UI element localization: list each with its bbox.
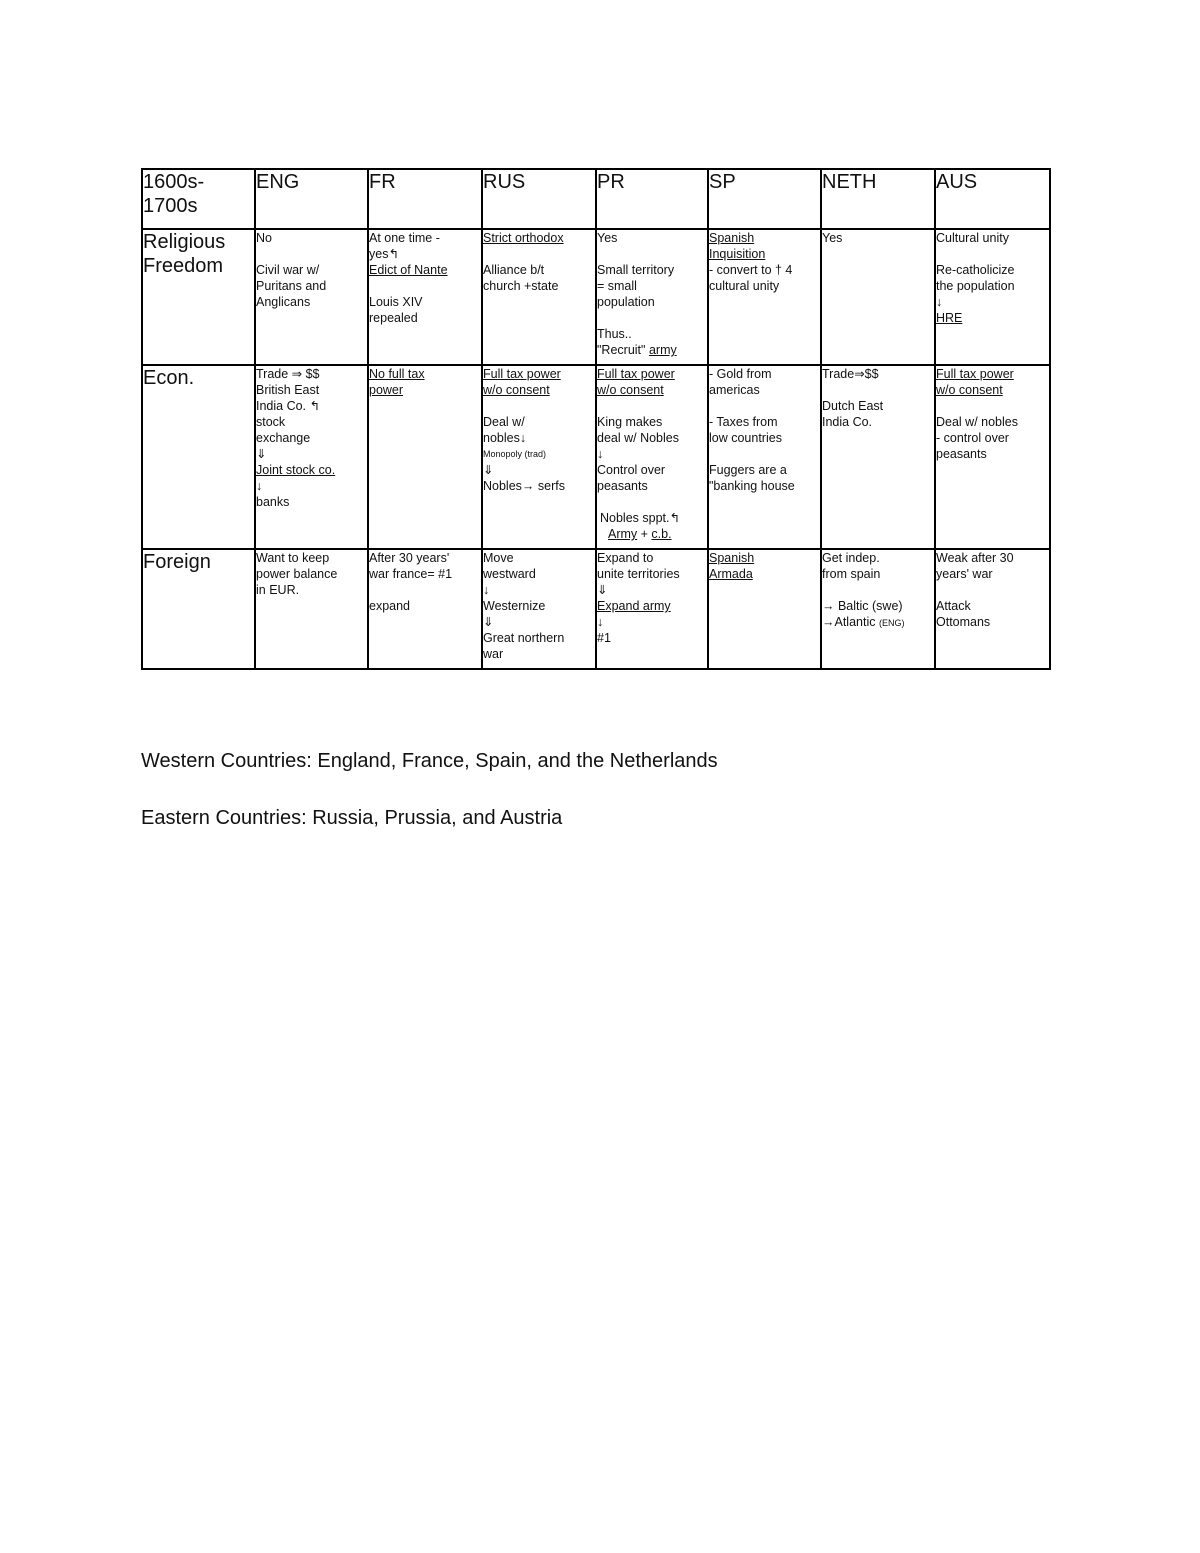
- line-gap: [936, 398, 1049, 414]
- cell-text-line: Trade ⇒ $$: [256, 367, 320, 381]
- corner-line: 1600s-: [143, 171, 205, 193]
- cell-text-line: from spain: [822, 567, 881, 581]
- column-header-fr: FR: [368, 169, 482, 229]
- line-gap: [822, 582, 934, 598]
- cell-text-line: ⇓: [483, 463, 494, 477]
- cell-sp: [708, 365, 821, 549]
- line-gap: [483, 398, 595, 414]
- cell-text-line: Expand to: [597, 551, 654, 565]
- row-header-line: Econ.: [143, 367, 195, 389]
- cell-text-line: Get indep.: [822, 551, 880, 565]
- corner-cell: [142, 169, 255, 229]
- line-gap: [369, 582, 481, 598]
- cell-text-line: Spanish: [709, 551, 755, 565]
- row-header-line: Freedom: [143, 255, 224, 277]
- cell-text-line: ↓: [483, 583, 490, 597]
- line-gap: [822, 382, 934, 398]
- cell-text-line: Yes: [822, 231, 843, 245]
- cell-text-line: w/o consent: [483, 383, 550, 397]
- cell-eng: [255, 365, 368, 549]
- cell-text-line: - Taxes from: [709, 415, 778, 429]
- cell-text-line: At one time -: [369, 231, 440, 245]
- cell-text-line: Deal w/: [483, 415, 525, 429]
- cell-aus: [935, 229, 1050, 365]
- cell-text-line: Ottomans: [936, 615, 991, 629]
- cell-text-line: Cultural unity: [936, 231, 1009, 245]
- cell-text-line: Thus..: [597, 327, 632, 341]
- cell-text-line: w/o consent: [597, 383, 664, 397]
- corner-line: 1700s: [143, 195, 198, 217]
- cell-text-fragment: "Recruit": [597, 343, 649, 357]
- line-gap: [256, 246, 367, 262]
- cell-eng: [255, 549, 368, 669]
- row-header: [142, 549, 255, 669]
- cell-fr: [368, 365, 482, 549]
- cell-text-line: Civil war w/: [256, 263, 320, 277]
- cell-neth: [821, 229, 935, 365]
- cell-text-line: power: [369, 383, 404, 397]
- line-gap: [597, 494, 707, 510]
- cell-text-line: deal w/ Nobles: [597, 431, 679, 445]
- header-row: [142, 169, 1050, 229]
- line-gap: [709, 446, 820, 462]
- cell-text-line: yes↰: [369, 247, 399, 261]
- cell-text-line: - control over: [936, 431, 1009, 445]
- cell-text-line: Trade⇒$$: [822, 367, 879, 381]
- cell-text-line: the population: [936, 279, 1015, 293]
- cell-fr: [368, 549, 482, 669]
- cell-text-fragment: army: [648, 343, 677, 357]
- column-header-eng: ENG: [255, 169, 368, 229]
- eastern-countries-note: Eastern Countries: Russia, Prussia, and Austria: [141, 807, 563, 829]
- line-gap: [597, 246, 707, 262]
- cell-text-line: cultural unity: [709, 279, 780, 293]
- cell-text-line: ↓: [597, 615, 604, 629]
- cell-text-line: peasants: [597, 479, 648, 493]
- cell-text-line: Great northern: [483, 631, 565, 645]
- cell-text-line: Want to keep: [256, 551, 330, 565]
- line-gap: [936, 582, 1049, 598]
- cell-text-line: No: [256, 231, 272, 245]
- cell-text-line: [597, 526, 707, 542]
- cell-text-line: Strict orthodox: [483, 231, 564, 245]
- cell-eng: [255, 229, 368, 365]
- cell-text-line: Attack: [936, 599, 971, 613]
- western-countries-note: Western Countries: England, France, Spain, and the Netherlands: [141, 750, 718, 772]
- cell-text-line: ↓: [256, 479, 263, 493]
- cell-text-line: King makes: [597, 415, 663, 429]
- cell-text-fragment: Army: [608, 527, 638, 541]
- cell-text-line: peasants: [936, 447, 987, 461]
- column-header-rus: RUS: [482, 169, 596, 229]
- line-gap: [597, 398, 707, 414]
- comparison-table: [141, 168, 1051, 670]
- cell-text-line: #1: [597, 631, 611, 645]
- column-header-pr: PR: [596, 169, 708, 229]
- cell-neth: [821, 365, 935, 549]
- column-header-aus: AUS: [935, 169, 1050, 229]
- cell-text-line: Monopoly (trad): [483, 449, 547, 459]
- cell-aus: [935, 365, 1050, 549]
- cell-text-line: Weak after 30: [936, 551, 1014, 565]
- cell-text-line: Westernize: [483, 599, 546, 613]
- cell-text-line: Move: [483, 551, 514, 565]
- cell-text-line: India Co. ↰: [256, 399, 320, 413]
- cell-text-line: power balance: [256, 567, 338, 581]
- cell-text-line: Yes: [597, 231, 618, 245]
- cell-text-line: No full tax: [369, 367, 425, 381]
- cell-text-line: Re-catholicize: [936, 263, 1015, 277]
- row-header: [142, 365, 255, 549]
- cell-text-line: After 30 years': [369, 551, 450, 565]
- column-header-neth: NETH: [821, 169, 935, 229]
- cell-text-line: - Gold from: [709, 367, 772, 381]
- cell-text-line: [822, 614, 934, 631]
- cell-text-line: Small territory: [597, 263, 675, 277]
- cell-pr: [596, 365, 708, 549]
- row-header-line: Foreign: [143, 551, 211, 573]
- line-gap: [369, 278, 481, 294]
- cell-text-line: banks: [256, 495, 290, 509]
- cell-text-line: Fuggers are a: [709, 463, 787, 477]
- cell-text-line: ↓: [936, 295, 943, 309]
- cell-rus: [482, 229, 596, 365]
- row-header-line: Religious: [143, 231, 226, 253]
- cell-text-line: ⇓: [483, 615, 494, 629]
- cell-text-line: westward: [483, 567, 536, 581]
- cell-pr: [596, 229, 708, 365]
- cell-text-line: unite territories: [597, 567, 680, 581]
- cell-text-line: low countries: [709, 431, 782, 445]
- column-header-sp: SP: [708, 169, 821, 229]
- row-header: [142, 229, 255, 365]
- cell-text-line: - convert to † 4: [709, 263, 793, 277]
- line-gap: [483, 246, 595, 262]
- cell-text-line: exchange: [256, 431, 311, 445]
- cell-pr: [596, 549, 708, 669]
- cell-text-line: stock: [256, 415, 286, 429]
- cell-text-line: Nobles→ serfs: [483, 479, 565, 493]
- cell-text-line: ↓: [597, 447, 604, 461]
- line-gap: [709, 398, 820, 414]
- cell-text-line: population: [597, 295, 655, 309]
- cell-text-line: americas: [709, 383, 760, 397]
- cell-text-line: [597, 342, 707, 358]
- cell-text-line: in EUR.: [256, 583, 300, 597]
- cell-text-line: church +state: [483, 279, 559, 293]
- cell-text-line: Dutch East: [822, 399, 884, 413]
- cell-text-line: Expand army: [597, 599, 671, 613]
- cell-text-fragment: +: [637, 527, 652, 541]
- cell-text-line: ⇓: [256, 447, 267, 461]
- cell-text-line: Puritans and: [256, 279, 327, 293]
- cell-text-line: war: [483, 647, 504, 661]
- row-foreign: [142, 549, 1050, 669]
- cell-text-line: HRE: [936, 311, 963, 325]
- cell-text-line: w/o consent: [936, 383, 1003, 397]
- cell-text-line: Deal w/ nobles: [936, 415, 1018, 429]
- cell-text-line: = small: [597, 279, 637, 293]
- cell-text-line: British East: [256, 383, 320, 397]
- cell-text-line: Spanish: [709, 231, 755, 245]
- cell-neth: [821, 549, 935, 669]
- cell-text-line: war france= #1: [369, 567, 453, 581]
- cell-text-line: Full tax power: [597, 367, 675, 381]
- cell-text-line: Louis XIV: [369, 295, 423, 309]
- cell-text-line: Anglicans: [256, 295, 311, 309]
- cell-text-line: Inquisition: [709, 247, 766, 261]
- line-gap: [936, 246, 1049, 262]
- cell-text-line: Full tax power: [483, 367, 561, 381]
- cell-rus: [482, 365, 596, 549]
- cell-text-line: nobles↓: [483, 431, 527, 445]
- row-religious-freedom: [142, 229, 1050, 365]
- cell-text-line: repealed: [369, 311, 418, 325]
- cell-text-line: Edict of Nante: [369, 263, 448, 277]
- cell-sp: [708, 229, 821, 365]
- cell-text-line: Armada: [709, 567, 753, 581]
- cell-text-line: expand: [369, 599, 411, 613]
- cell-text-line: "banking house: [709, 479, 795, 493]
- cell-text-line: ⇓: [597, 583, 608, 597]
- cell-text-fragment: c.b.: [651, 527, 672, 541]
- cell-sp: [708, 549, 821, 669]
- cell-fr: [368, 229, 482, 365]
- cell-text-line: → Baltic (swe): [822, 599, 903, 613]
- cell-text-line: India Co.: [822, 415, 873, 429]
- cell-text-line: years' war: [936, 567, 993, 581]
- cell-rus: [482, 549, 596, 669]
- cell-text-line: Nobles sppt.↰: [600, 511, 680, 525]
- row-econ: [142, 365, 1050, 549]
- line-gap: [597, 310, 707, 326]
- cell-text-fragment: →Atlantic: [822, 615, 879, 629]
- cell-text-line: Full tax power: [936, 367, 1014, 381]
- cell-text-line: Alliance b/t: [483, 263, 545, 277]
- cell-text-line: Joint stock co.: [256, 463, 336, 477]
- cell-aus: [935, 549, 1050, 669]
- cell-text-line: Control over: [597, 463, 666, 477]
- cell-text-fragment: (ENG): [878, 618, 905, 628]
